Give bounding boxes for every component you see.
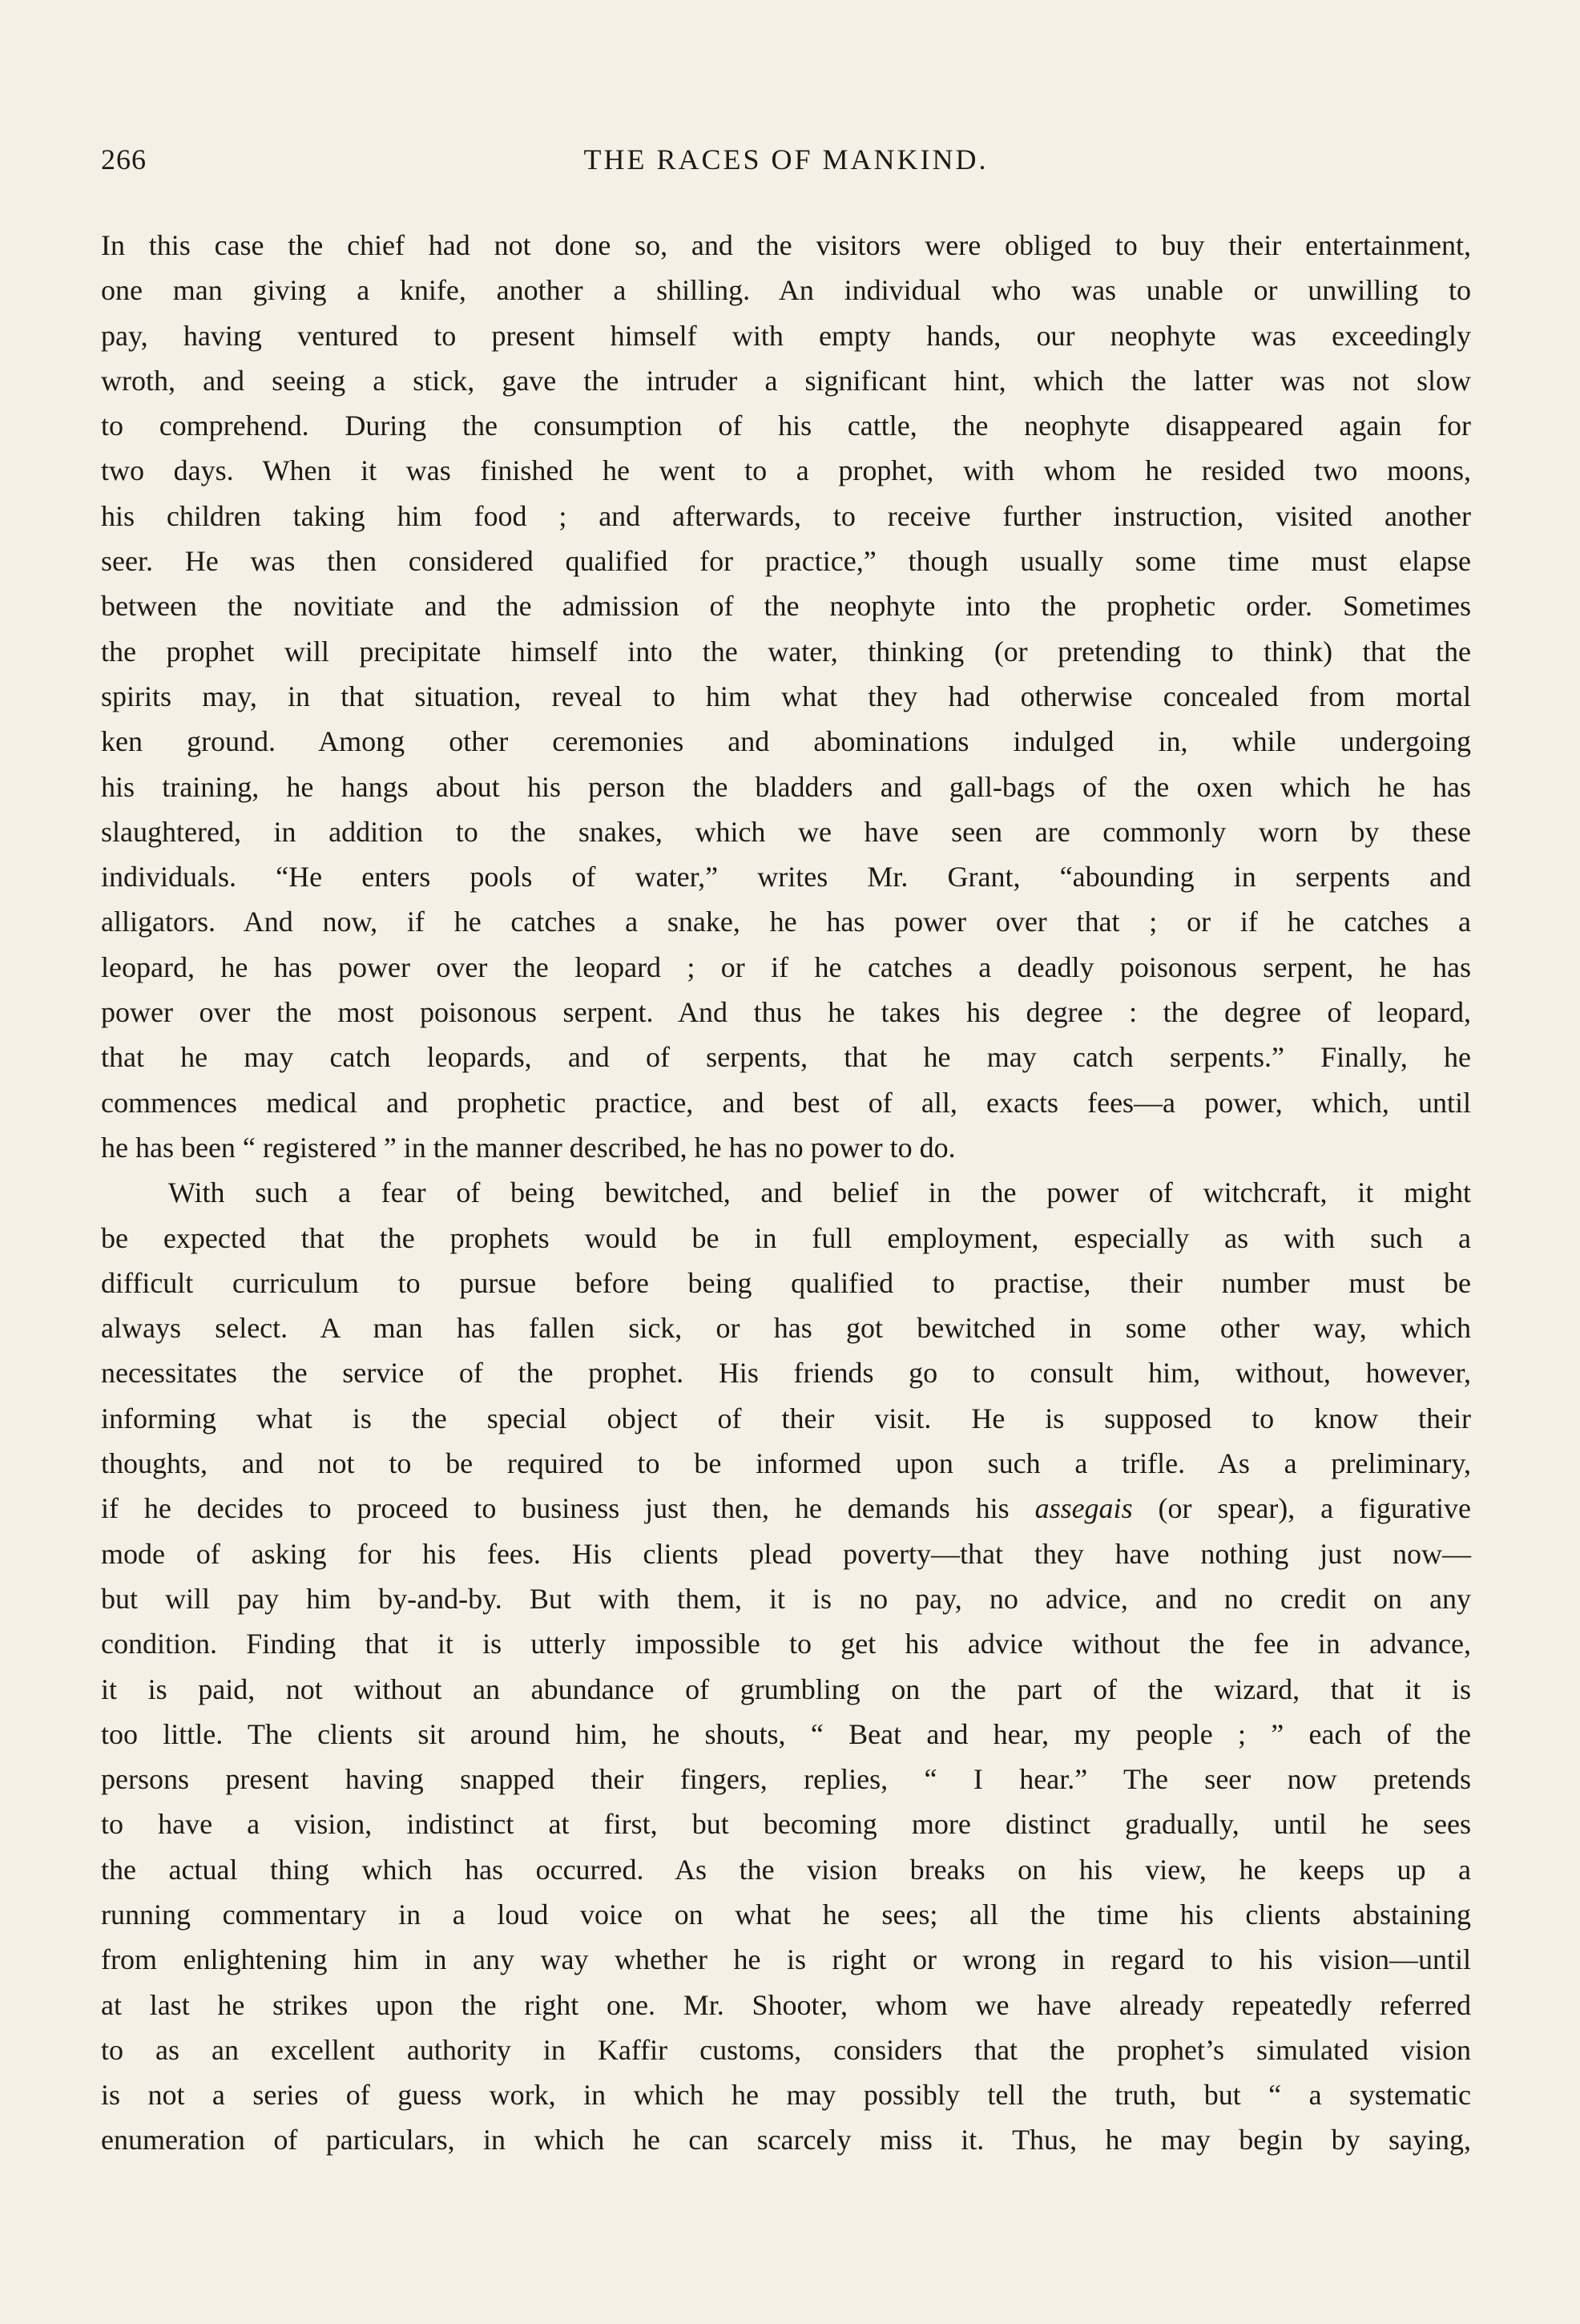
text-line-35: persons present having snapped their fingers, replies, “ I hear.” The seer now pretends bbox=[101, 1763, 1471, 1796]
text-line-30: mode of asking for his fees. His clients plead poverty—that they have nothing just now— bbox=[101, 1537, 1471, 1570]
text-line-43: enumeration of particulars, in which he can scarcely miss it. Thus, he may begin by saying, bbox=[101, 2124, 1471, 2157]
text-line-38: running commentary in a loud voice on what he sees; all the time his clients abstaining bbox=[101, 1898, 1471, 1931]
text-line-32: condition. Finding that it is utterly impossible to get his advice without the fee in advance, bbox=[101, 1628, 1471, 1660]
text-line-6: two days. When it was finished he went to a prophet, with whom he resided two moons, bbox=[101, 454, 1471, 487]
running-title: THE RACES OF MANKIND. bbox=[583, 143, 989, 176]
text-line-21: he has been “ registered ” in the manner described, he has no power to do. bbox=[101, 1131, 956, 1164]
text-line-41: to as an excellent authority in Kaffir customs, considers that the prophet’s simulated vision bbox=[101, 2033, 1471, 2066]
text-line-14: slaughtered, in addition to the snakes, which we have seen are commonly worn by these bbox=[101, 815, 1471, 848]
text-line-28: thoughts, and not to be required to be informed upon such a trifle. As a preliminary, bbox=[101, 1447, 1471, 1480]
running-head bbox=[101, 143, 1471, 183]
text-line-16: alligators. And now, if he catches a snake, he has power over that ; or if he catches a bbox=[101, 906, 1471, 938]
text-line-20: commences medical and prophetic practice, and best of all, exacts fees—a power, which, until bbox=[101, 1086, 1471, 1119]
text-line-29-before: if he decides to proceed to business just then, he demands his bbox=[101, 1492, 1035, 1525]
text-line-37: the actual thing which has occurred. As the vision breaks on his view, he keeps up a bbox=[101, 1853, 1471, 1886]
text-line-3: pay, having ventured to present himself with empty hands, our neophyte was exceedingly bbox=[101, 319, 1471, 352]
text-line-12: ken ground. Among other ceremonies and abominations indulged in, while undergoing bbox=[101, 725, 1471, 758]
text-line-34: too little. The clients sit around him, he shouts, “ Beat and hear, my people ; ” each of the bbox=[101, 1717, 1471, 1750]
text-line-17: leopard, he has power over the leopard ; or if he catches a deadly poisonous serpent, he has bbox=[101, 950, 1471, 983]
text-line-24: difficult curriculum to pursue before being qualified to practise, their number must be bbox=[101, 1266, 1471, 1299]
text-line-25: always select. A man has fallen sick, or has got bewitched in some other way, which bbox=[101, 1312, 1471, 1345]
text-line-5: to comprehend. During the consumption of his cattle, the neophyte disappeared again for bbox=[101, 410, 1471, 442]
text-line-29 bbox=[101, 1486, 1471, 1531]
text-line-10: the prophet will precipitate himself into the water, thinking (or pretending to think) that the bbox=[101, 635, 1471, 668]
text-line-18: power over the most poisonous serpent. And thus he takes his degree : the degree of leopard, bbox=[101, 996, 1471, 1029]
page-number: 266 bbox=[101, 143, 147, 176]
text-line-22: With such a fear of being bewitched, and belief in the power of witchcraft, it might bbox=[168, 1176, 1471, 1209]
text-line-11: spirits may, in that situation, reveal to him what they had otherwise concealed from mortal bbox=[101, 680, 1471, 712]
italic-word-assegais: assegais bbox=[1034, 1492, 1133, 1525]
text-line-29-after: (or spear), a figurative bbox=[1132, 1492, 1471, 1525]
body-text bbox=[101, 223, 1471, 2163]
text-line-7: his children taking him food ; and afterwards, to receive further instruction, visited another bbox=[101, 499, 1471, 532]
text-line-42: is not a series of guess work, in which he may possibly tell the truth, but “ a systematic bbox=[101, 2079, 1471, 2112]
text-line-36: to have a vision, indistinct at first, but becoming more distinct gradually, until he sees bbox=[101, 1808, 1471, 1841]
text-line-31: but will pay him by-and-by. But with them, it is no pay, no advice, and no credit on any bbox=[101, 1582, 1471, 1615]
text-line-1: In this case the chief had not done so, and the visitors were obliged to buy their entertainment, bbox=[101, 229, 1471, 261]
text-line-2: one man giving a knife, another a shilling. An individual who was unable or unwilling to bbox=[101, 274, 1471, 307]
text-line-27: informing what is the special object of their visit. He is supposed to know their bbox=[101, 1402, 1471, 1434]
text-line-23: be expected that the prophets would be in full employment, especially as with such a bbox=[101, 1221, 1471, 1254]
text-line-9: between the novitiate and the admission of the neophyte into the prophetic order. Sometimes bbox=[101, 590, 1471, 623]
text-line-33: it is paid, not without an abundance of grumbling on the part of the wizard, that it is bbox=[101, 1672, 1471, 1705]
text-line-39: from enlightening him in any way whether he is right or wrong in regard to his vision—until bbox=[101, 1943, 1471, 1976]
text-line-4: wroth, and seeing a stick, gave the intruder a significant hint, which the latter was not slow bbox=[101, 364, 1471, 397]
text-line-19: that he may catch leopards, and of serpents, that he may catch serpents.” Finally, he bbox=[101, 1041, 1471, 1074]
text-line-40: at last he strikes upon the right one. Mr. Shooter, whom we have already repeatedly referred bbox=[101, 1988, 1471, 2021]
text-line-15: individuals. “He enters pools of water,” writes Mr. Grant, “abounding in serpents and bbox=[101, 861, 1471, 894]
text-line-8: seer. He was then considered qualified for practice,” though usually some time must elapse bbox=[101, 545, 1471, 578]
text-line-26: necessitates the service of the prophet. His friends go to consult him, without, however, bbox=[101, 1357, 1471, 1390]
text-line-13: his training, he hangs about his person the bladders and gall-bags of the oxen which he has bbox=[101, 770, 1471, 803]
